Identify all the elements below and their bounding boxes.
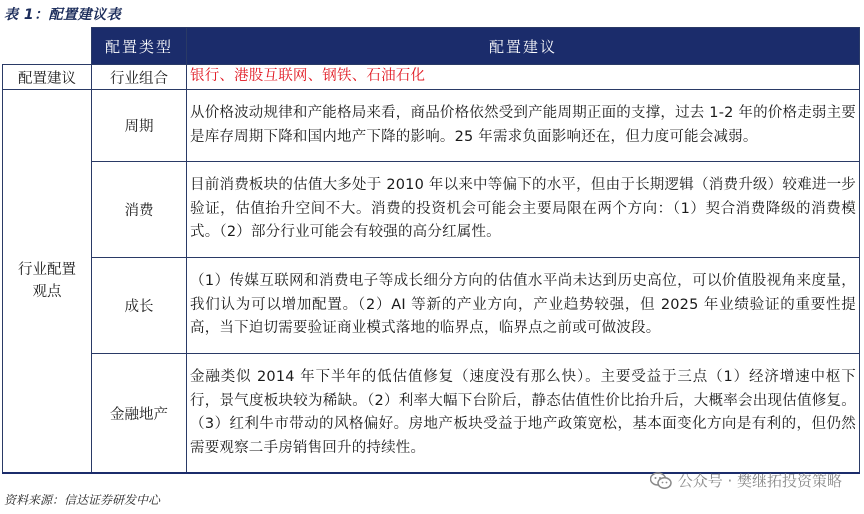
- industry-view-label: 行业配置观点: [18, 262, 76, 300]
- row-type-cycle: 周期: [92, 90, 187, 162]
- table-row: [3, 258, 860, 354]
- row-type-growth: 成长: [92, 258, 187, 354]
- row-advice-finance-realestate: 金融类似 2014 年下半年的低估值修复（速度没有那么快）。主要受益于三点（1）经济增速中枢下行，景气度板块较为稀缺。（2）利率大幅下台阶后，静态估值性价比抬升后，大概率会出现估值修复。（3）红利牛市带动的风格偏好。房地产板块受益于地产政策宽松，基本面变化方向是有利的，但仍然需要观察二手房销售回升的持续性。: [187, 354, 860, 474]
- row-type-consumer: 消费: [92, 162, 187, 258]
- row-advice-cycle: 从价格波动规律和产能格局来看，商品价格依然受到产能周期正面的支撑，过去 1-2 年的价格走弱主要是库存周期下降和国内地产下降的影响。25 年需求负面影响还在，但力度可能会减弱。: [187, 90, 860, 162]
- table-caption: 表 1：配置建议表: [4, 7, 122, 23]
- row-advice-industry-combo: 银行、港股互联网、钢铁、石油石化: [187, 65, 860, 90]
- table-header-row: [3, 28, 860, 65]
- row-label-industry-view: [3, 90, 92, 474]
- header-blank-cell: [3, 28, 92, 65]
- table-row: [3, 90, 860, 162]
- watermark: [650, 470, 842, 491]
- table-row: [3, 162, 860, 258]
- row-label-config: 配置建议: [3, 65, 92, 90]
- config-table: [2, 27, 860, 474]
- row-advice-consumer: 目前消费板块的估值大多处于 2010 年以来中等偏下的水平，但由于长期逻辑（消费升级）较难进一步验证，估值抬升空间不大。消费的投资机会可能会主要局限在两个方向：（1）契合消费降级的消费模式。（2）部分行业可能会有较强的高分红属性。: [187, 162, 860, 258]
- row-type-finance-realestate: 金融地产: [92, 354, 187, 474]
- watermark-text: 公众号 · 樊继拓投资策略: [677, 472, 842, 490]
- wechat-icon: [650, 472, 672, 490]
- table-row: [3, 65, 860, 90]
- table-row: [3, 354, 860, 474]
- row-advice-growth: （1）传媒互联网和消费电子等成长细分方向的估值水平尚未达到历史高位，可以价值股视角来度量，我们认为可以增加配置。（2）AI 等新的产业方向，产业趋势较强，但 2025 年业绩验证的重要性提高，当下迫切需要验证商业模式落地的临界点，临界点之前或可做波段。: [187, 258, 860, 354]
- header-config-type: 配置类型: [92, 28, 187, 65]
- header-config-advice: 配置建议: [187, 28, 860, 65]
- row-type-industry-combo: 行业组合: [92, 65, 187, 90]
- source-note: 资料来源：信达证券研发中心: [4, 493, 161, 507]
